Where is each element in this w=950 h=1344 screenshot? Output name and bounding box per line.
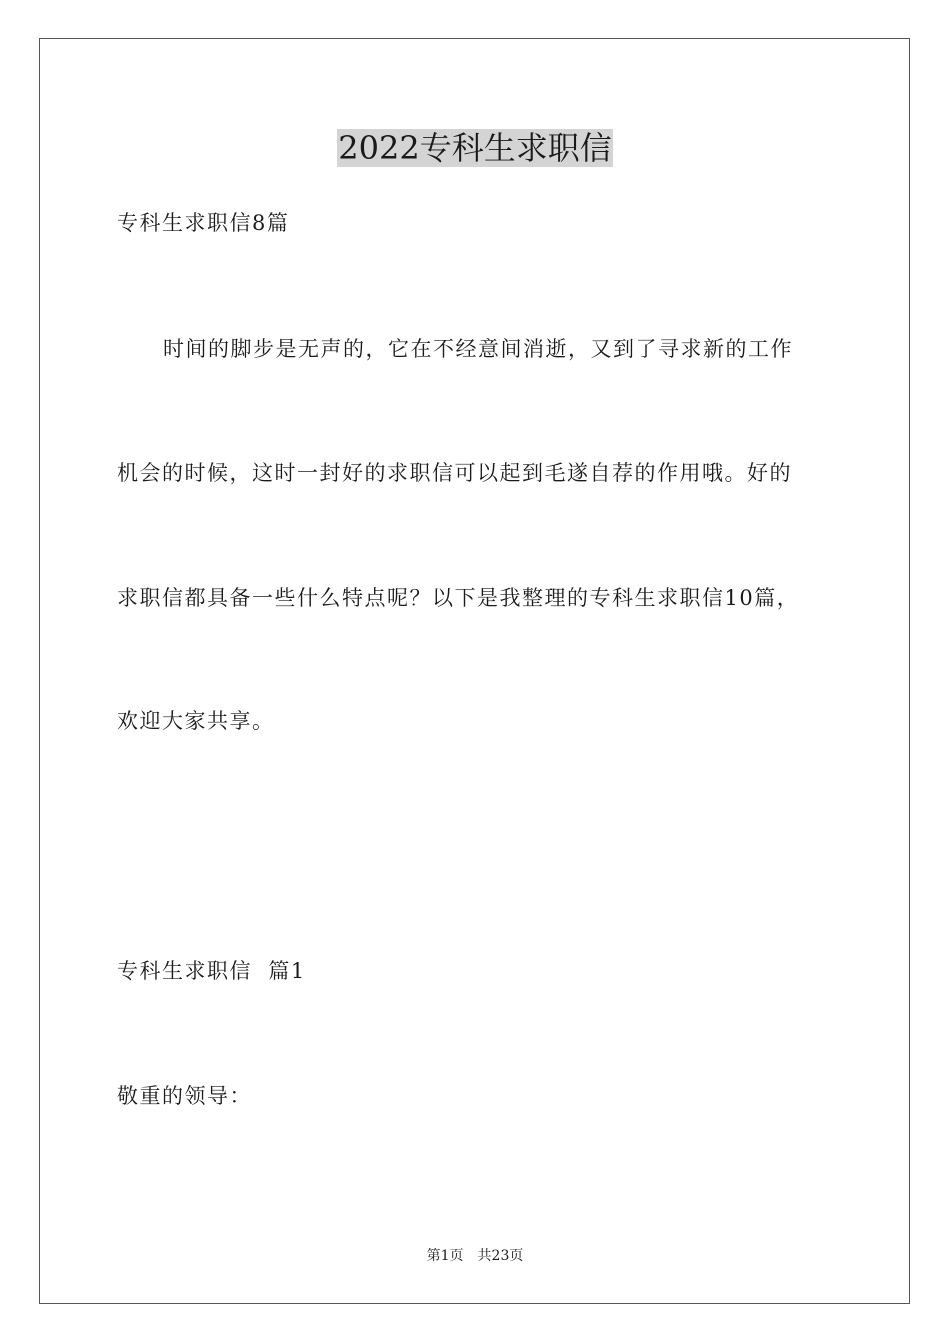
- intro-line-3: 求职信都具备一些什么特点呢？以下是我整理的专科生求职信10篇，: [117, 586, 800, 610]
- salutation: 敬重的领导：: [117, 1084, 252, 1108]
- page-number: 第1页: [426, 1248, 464, 1264]
- document-title-text: 2022专科生求职信: [338, 129, 612, 167]
- intro-line-2: 机会的时候，这时一封好的求职信可以起到毛遂自荐的作用哦。好的: [117, 461, 792, 485]
- page-footer: [0, 1247, 950, 1265]
- intro-line-1: 时间的脚步是无声的，它在不经意间消逝，又到了寻求新的工作: [163, 337, 793, 361]
- document-subtitle: 专科生求职信8篇: [117, 211, 290, 235]
- page-total: 共23页: [477, 1248, 524, 1264]
- intro-line-4: 欢迎大家共享。: [117, 709, 275, 733]
- document-title: [0, 128, 950, 168]
- section-heading: 专科生求职信 篇1: [117, 959, 306, 983]
